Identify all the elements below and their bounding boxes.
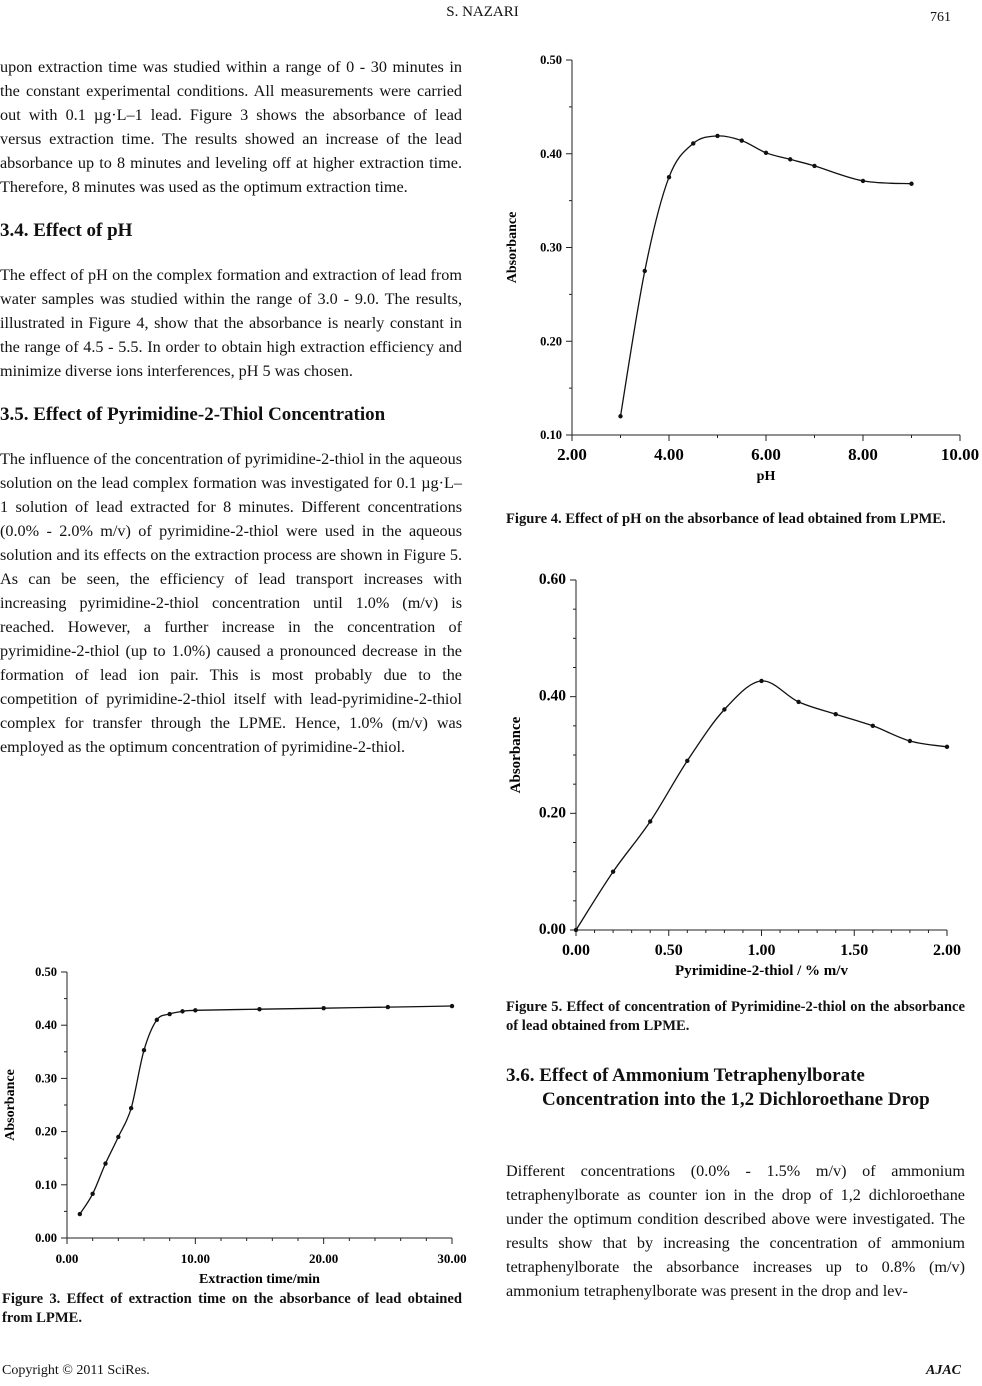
data-point bbox=[861, 179, 865, 183]
data-point bbox=[691, 141, 695, 145]
data-point bbox=[722, 707, 726, 711]
figure-4-caption: Figure 4. Effect of pH on the absorbance of lead obtained from LPME. bbox=[506, 511, 946, 527]
running-header-author: S. NAZARI bbox=[446, 4, 519, 20]
data-point bbox=[142, 1048, 146, 1052]
data-point bbox=[155, 1018, 159, 1022]
data-point bbox=[574, 928, 578, 932]
x-tick-label: 2.00 bbox=[933, 942, 961, 959]
y-tick-label: 0.20 bbox=[35, 1124, 57, 1139]
right-column bbox=[506, 1159, 965, 1303]
data-point bbox=[450, 1004, 454, 1008]
data-point bbox=[908, 739, 912, 743]
section-heading-3-6: 3.6. Effect of Ammonium Tetraphenylborate Concentration into the 1,2 Dichloroethane Drop bbox=[506, 1065, 930, 1110]
x-tick-label: 6.00 bbox=[751, 445, 781, 464]
data-point bbox=[167, 1012, 171, 1016]
paragraph-pyrimidine: The influence of the concentration of pyrimidine-2-thiol in the aqueous solution on the lead complex formation was investigated for 0.1 µg·L–1 solution of lead extracted for 8 minutes. Different concentrations (0.0% - 2.0% m/v) of pyrimidine-2-thiol were used in the aqueous solution and its effects on the extraction process are shown in Figure 5. As can be seen, the efficiency of lead transport increases with increasing pyrimidine-2-thiol concentration until 1.0% (m/v) is reached. However, a further increase in the concentration of pyrimidine-2-thiol (up to 1.0%) caused a pronounced decrease in the formation of lead ion pair. This is most probably due to the competition of pyrimidine-2-thiol itself with lead-pyrimidine-2-thiol complex for transfer through the LPME. Hence, 1.0% (m/v) was employed as the optimum concentration of pyrimidine-2-thiol. bbox=[0, 450, 462, 756]
figure-3-chart bbox=[0, 962, 467, 1287]
x-tick-label: 10.00 bbox=[180, 1251, 210, 1266]
footer-journal: AJAC bbox=[925, 1363, 961, 1378]
figure-5-chart bbox=[506, 565, 965, 990]
data-point bbox=[871, 724, 875, 728]
data-point bbox=[193, 1008, 197, 1012]
data-point bbox=[180, 1009, 184, 1013]
data-point bbox=[611, 869, 615, 873]
x-tick-label: 0.50 bbox=[654, 942, 683, 959]
y-tick-label: 0.20 bbox=[540, 334, 562, 349]
data-point bbox=[90, 1192, 94, 1196]
y-tick-label: 0.10 bbox=[540, 428, 562, 442]
data-point bbox=[909, 182, 913, 186]
series-line bbox=[80, 1006, 452, 1214]
data-point bbox=[667, 175, 671, 179]
data-point bbox=[643, 269, 647, 273]
x-tick-label: 1.50 bbox=[840, 942, 869, 959]
data-point bbox=[715, 134, 719, 138]
data-point bbox=[116, 1135, 120, 1139]
x-axis-label: pH bbox=[756, 469, 776, 484]
y-tick-label: 0.00 bbox=[538, 921, 566, 938]
y-tick-label: 0.60 bbox=[538, 571, 566, 588]
y-tick-label: 0.50 bbox=[35, 965, 57, 979]
paragraph-extraction-time: upon extraction time was studied within a range of 0 - 30 minutes in the constant experimental conditions. All measurements were carried out with 0.1 µg·L–1 lead. Figure 3 shows the absorbance of lead versus extraction time. The results showed an increase of the lead absorbance up to 8 minutes and leveling off at higher extraction time. Therefore, 8 minutes was used as the optimum extraction time. bbox=[0, 58, 462, 196]
y-tick-label: 0.20 bbox=[538, 804, 566, 822]
data-point bbox=[78, 1212, 82, 1216]
y-tick-label: 0.00 bbox=[35, 1231, 57, 1245]
paragraph-ammonium: Different concentrations (0.0% - 1.5% m/v) of ammonium tetraphenylborate as counter ion in the drop of 1,2 dichloroethane under the optimum condition described above were investigated. The results show that by increasing the concentration of ammonium tetraphenylborate the absorbance increases up to 0.8% (m/v) ammonium tetraphenylborate was present in the drop and lev- bbox=[506, 1162, 965, 1300]
section-heading-3-4: 3.4. Effect of pH bbox=[0, 220, 133, 241]
data-point bbox=[788, 157, 792, 161]
x-tick-label: 1.00 bbox=[747, 942, 776, 959]
data-point bbox=[321, 1006, 325, 1010]
y-tick-label: 0.40 bbox=[538, 687, 566, 705]
data-point bbox=[685, 759, 689, 763]
x-tick-label: 30.00 bbox=[437, 1251, 467, 1266]
y-tick-label: 0.30 bbox=[540, 240, 562, 255]
series-line bbox=[576, 681, 947, 930]
x-tick-label: 0.00 bbox=[562, 942, 590, 959]
data-point bbox=[796, 700, 800, 704]
footer-copyright: Copyright © 2011 SciRes. bbox=[2, 1363, 150, 1378]
y-tick-label: 0.50 bbox=[540, 53, 562, 67]
figure-5-caption: Figure 5. Effect of concentration of Pyrimidine-2-thiol on the absorbance of lead obtained from LPME. bbox=[506, 999, 965, 1034]
y-tick-label: 0.10 bbox=[35, 1177, 57, 1192]
data-point bbox=[812, 164, 816, 168]
x-axis-label: Extraction time/min bbox=[199, 1272, 320, 1287]
data-point bbox=[129, 1106, 133, 1110]
x-tick-label: 20.00 bbox=[309, 1251, 339, 1266]
section-heading-3-5: 3.5. Effect of Pyrimidine-2-Thiol Concentration bbox=[0, 404, 386, 425]
x-tick-label: 8.00 bbox=[848, 445, 878, 464]
data-point bbox=[740, 138, 744, 142]
x-tick-label: 2.00 bbox=[557, 445, 587, 464]
data-point bbox=[759, 679, 763, 683]
y-tick-label: 0.40 bbox=[35, 1018, 57, 1033]
paragraph-ph: The effect of pH on the complex formation and extraction of lead from water samples was studied within the range of 3.0 - 9.0. The results, illustrated in Figure 4, show that the absorbance is nearly constant in the range of 4.5 - 5.5. In order to obtain high extraction efficiency and minimize diverse ions interferences, pH 5 was chosen. bbox=[0, 266, 462, 380]
data-point bbox=[257, 1007, 261, 1011]
y-tick-label: 0.30 bbox=[35, 1071, 57, 1086]
x-axis-label: Pyrimidine-2-thiol / % m/v bbox=[675, 963, 848, 979]
x-tick-label: 4.00 bbox=[654, 445, 684, 464]
y-axis-label: Absorbance bbox=[508, 716, 524, 794]
data-point bbox=[618, 414, 622, 418]
y-tick-label: 0.40 bbox=[540, 146, 562, 161]
figure-3-caption: Figure 3. Effect of extraction time on the absorbance of lead obtained from LPME. bbox=[2, 1291, 462, 1326]
x-tick-label: 0.00 bbox=[55, 1251, 79, 1266]
y-axis-label: Absorbance bbox=[3, 1069, 18, 1141]
series-line bbox=[621, 136, 912, 416]
data-point bbox=[945, 745, 949, 749]
data-point bbox=[103, 1161, 107, 1165]
data-point bbox=[648, 819, 652, 823]
data-point bbox=[386, 1005, 390, 1009]
left-column bbox=[0, 55, 462, 759]
page-number: 761 bbox=[930, 10, 951, 25]
x-tick-label: 10.00 bbox=[940, 445, 980, 464]
figure-4-chart bbox=[505, 50, 980, 500]
data-point bbox=[834, 712, 838, 716]
y-axis-label: Absorbance bbox=[505, 211, 520, 284]
data-point bbox=[764, 151, 768, 155]
